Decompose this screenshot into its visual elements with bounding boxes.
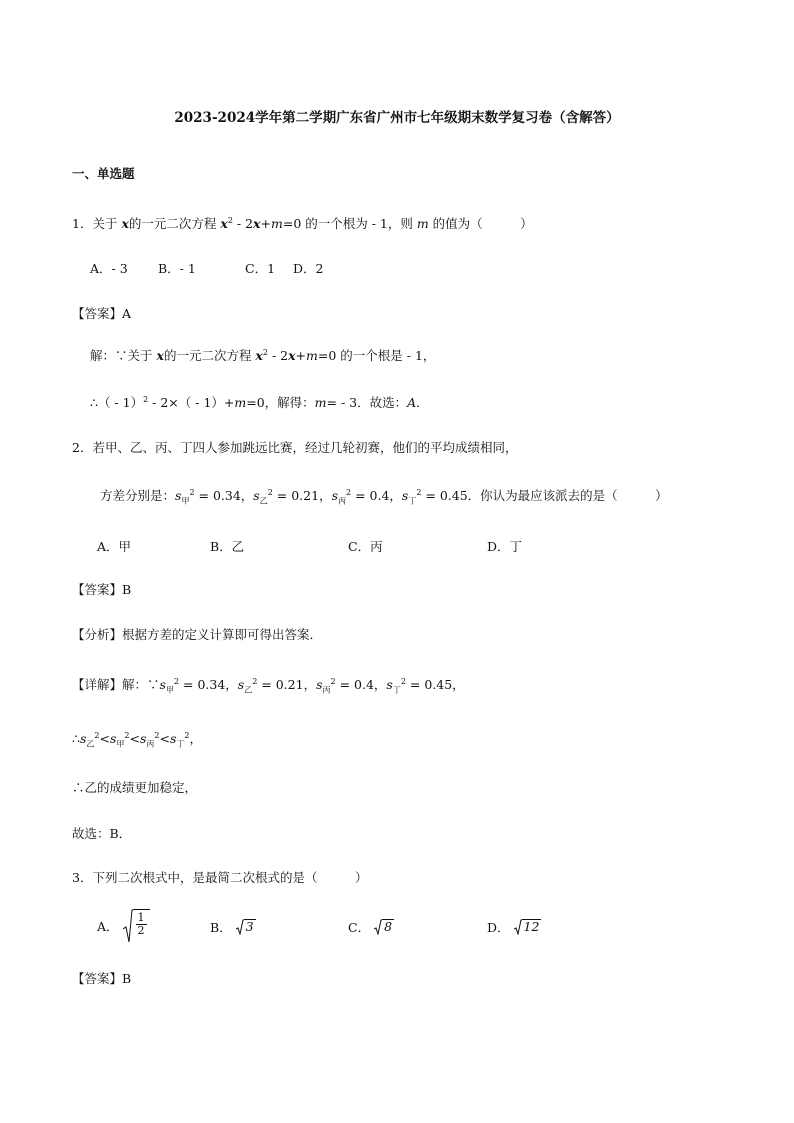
q2-stem: 2．若甲、乙、丙、丁四人参加跳远比赛，经过几轮初赛，他们的平均成绩相同， [72, 440, 518, 455]
q1-option-b: B．- 1 [158, 261, 196, 276]
q1-solution-line1: 解：∵关于 x的一元二次方程 $x^2 - 2x+m=0$ 的一个根是 - 1， [90, 347, 436, 363]
q3-answer: 【答案】B [72, 971, 132, 986]
q3-stem: 3．下列二次根式中，是最简二次根式的是（ ） [72, 870, 368, 885]
q2-conclusion: ∴乙的成绩更加稳定， [72, 780, 198, 795]
q3-option-c: C． 8 [348, 919, 393, 935]
q3-option-d: D． 12 [487, 919, 540, 935]
q1-option-d: D．2 [293, 261, 324, 276]
sqrt-symbol: 12 [514, 919, 542, 935]
q1-option-a: A．- 3 [90, 261, 128, 276]
q1-stem: 1．关于 x的一元二次方程 $x^2 - 2x+m=0$ 的一个根为 - 1，则 m 的值为（ ） [72, 215, 533, 231]
q2-option-d: D．丁 [487, 539, 523, 554]
q2-variances: 方差分别是：$s_甲^2 = 0.34$，$s_乙^2 = 0.21$，$s_丙^2 = 0.4$，$s_丁^2 = 0.45$．你认为最应该派去的是（ ） [100, 487, 668, 506]
q2-choice: 故选：B． [72, 826, 132, 841]
q1-solution-line2: ∴（ - 1）$^2$ - 2×（ - 1）+m=0，解得：m= - 3．故选：A． [90, 394, 429, 410]
q2-option-c: C．丙 [348, 539, 383, 554]
q2-answer: 【答案】B [72, 582, 132, 597]
section-heading: 一、单选题 [72, 166, 135, 181]
q3-option-b: B． 3 [210, 919, 254, 935]
sqrt-symbol: 3 [236, 919, 256, 935]
sqrt-symbol: $\frac{1}{2}$ [123, 909, 150, 943]
q1-option-c: C．1 [245, 261, 276, 276]
q2-comparison: $\therefore s_乙^2<s_甲^2<s_丙^2<s_丁^2$， [72, 730, 202, 749]
sqrt-symbol: 8 [374, 919, 394, 935]
page-title: 2023-2024学年第二学期广东省广州市七年级期末数学复习卷（含解答） [174, 110, 620, 126]
q1-answer: 【答案】A [72, 306, 132, 321]
q2-analysis: 【分析】根据方差的定义计算即可得出答案． [72, 627, 323, 642]
q2-detail: 【详解】解：$\because s_甲^2 = 0.34$，$s_乙^2 = 0.21$，$s_丙^2 = 0.4$，$s_丁^2 = 0.45$， [72, 676, 465, 695]
q3-option-a: A． $\frac{1}{2}$ [97, 909, 150, 943]
q2-option-a: A．甲 [97, 539, 132, 554]
q2-option-b: B．乙 [210, 539, 245, 554]
